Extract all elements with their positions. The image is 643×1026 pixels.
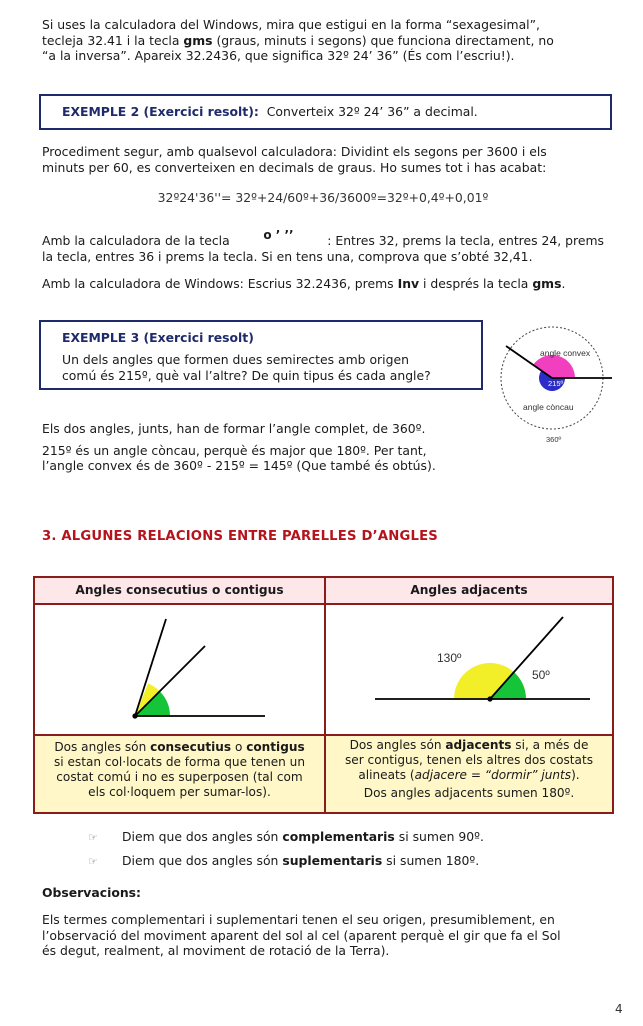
observations-line-1: Els termes complementari i suplementari tenen el seu origen, presumiblement, en [42, 912, 555, 927]
table-header-divider [35, 603, 612, 605]
observations-title: Observacions: [42, 885, 141, 900]
intro-line-3: “a la inversa”. Apareix 32.2436, que significa 32º 24’ 36” (És com l’escriu!). [42, 48, 515, 63]
example-3-box [39, 320, 483, 390]
procedure-paragraph [42, 144, 604, 175]
solution-line-3: l’angle convex és de 360º - 215º = 145º (Que també és obtús). [42, 458, 436, 473]
intro-line-2: tecleja 32.41 i la tecla gms (graus, minuts i segons) que funciona directament, no [42, 32, 554, 48]
section-3-heading: 3. ALGUNES RELACIONS ENTRE PARELLES D’ANGLES [42, 529, 439, 544]
intro-paragraph [42, 17, 604, 64]
label-50: 50º [532, 668, 550, 682]
header-consecutive-angles: Angles consecutius o contigus [35, 578, 324, 603]
bullet-supplementary: ☞ Diem que dos angles són suplementaris si sumen 180º. [88, 853, 480, 868]
solution-line-1: Els dos angles, junts, han de formar l’angle complet, de 360º. [42, 421, 426, 436]
example-2-statement: Converteix 32º 24’ 36” a decimal. [266, 104, 478, 119]
label-angle-concave: angle còncau [523, 402, 574, 412]
consecutive-vertex [132, 713, 137, 718]
header-adjacent-angles: Angles adjacents [326, 578, 612, 603]
example-2-title: EXEMPLE 2 (Exercici resolt): [62, 104, 259, 119]
angles-relations-table [33, 576, 614, 814]
example-2-box [39, 94, 612, 130]
adjacent-description: Dos angles són adjacents si, a més de ser contigus, tenen els altres dos costats alineats (adjacere = “dormir” junts). Dos angles adjacents sumen 180º. [326, 736, 612, 812]
bullet-complementary: ☞ Diem que dos angles són complementaris si sumen 90º. [88, 829, 484, 844]
calculator-key-line-1: Amb la calculadora de la tecla o ’ ’’ : Entres 32, prems la tecla, entres 24, prems [42, 228, 604, 248]
adjacent-shared-ray [490, 617, 563, 699]
consecutive-angles-figure [95, 613, 275, 733]
label-angle-convex: angle convex [540, 348, 591, 358]
observations-line-2: l’observació del moviment aparent del sol al cel (aparent perquè el gir que fa el Sol [42, 927, 561, 943]
page-number: 4 [615, 1002, 623, 1016]
example-3-line-2: comú és 215º, què val l’altre? De quin tipus és cada angle? [62, 367, 431, 383]
label-130: 130º [437, 651, 462, 665]
calculator-key-paragraph [42, 228, 604, 264]
label-215: 215º [548, 379, 564, 388]
example-3-title: EXEMPLE 3 (Exercici resolt) [62, 330, 254, 345]
example-3-line-1: Un dels angles que formen dues semirectes amb origen [62, 352, 409, 367]
procedure-line-2: minuts per 60, es converteixen en decimals de graus. Ho sumes tot i has acabat: [42, 159, 547, 175]
conversion-formula: 32º24'36''= 32º+24/60º+36/3600º=32º+0,4º+0,01º [157, 190, 489, 205]
observations-line-3: és degut, realment, al moviment de rotació de la Terra). [42, 943, 390, 958]
solution-paragraph [42, 421, 488, 474]
consecutive-description: Dos angles són consecutius o contigus si estan col·locats de forma que tenen un costat comú i no es superposen (tal com els col·loquem per sumar-los). [35, 736, 324, 812]
procedure-line-1: Procediment segur, amb qualsevol calculadora: Dividint els segons per 3600 i els [42, 144, 547, 159]
windows-paragraph: Amb la calculadora de Windows: Escrius 32.2436, prems Inv i després la tecla gms. [42, 276, 566, 291]
complete-angle-figure [496, 322, 616, 444]
adjacent-angles-figure [365, 613, 595, 723]
calculator-key-line-2: la tecla, entres 36 i prems la tecla. Si en tens una, comprova que s’obté 32,41. [42, 248, 533, 264]
adjacent-vertex [487, 696, 492, 701]
solution-line-2: 215º és un angle còncau, perquè és major que 180º. Per tant, [42, 442, 427, 458]
pointing-hand-icon: ☞ [88, 855, 98, 868]
convex-angle-sector [533, 355, 575, 378]
label-360: 360º [546, 435, 562, 444]
intro-line-1: Si uses la calculadora del Windows, mira que estigui en la forma “sexagesimal”, [42, 17, 540, 32]
pointing-hand-icon: ☞ [88, 831, 98, 844]
observations-paragraph [42, 912, 604, 959]
dms-key-symbol: o ’ ’’ [263, 228, 294, 242]
